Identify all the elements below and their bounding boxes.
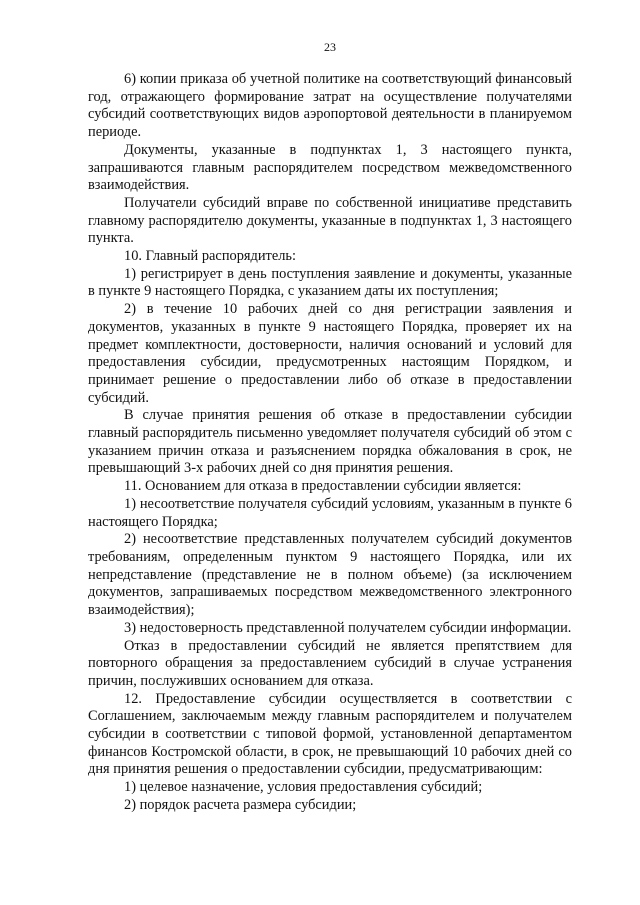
paragraph-documents-requested: Документы, указанные в подпунктах 1, 3 настоящего пункта, запрашиваются главным распорядителем посредством межведомственного взаимодействия. — [88, 141, 572, 194]
paragraph-clause-12-item-1: 1) целевое назначение, условия предоставления субсидий; — [124, 779, 483, 796]
paragraph-clause-12: 12. Предоставление субсидии осуществляется в соответствии с Соглашением, заключаемым между главным распорядителем и получателем субсидии в соответствии с типовой формой, установленной департаментом финансов Костромской области, в срок, не превышающий 10 рабочих дней со дня принятия решения о предоставлении субсидии, предусматривающим: — [88, 690, 572, 778]
paragraph-clause-12-item-2: 2) порядок расчета размера субсидии; — [124, 796, 357, 813]
paragraph-item-6: 6) копии приказа об учетной политике на соответствующий финансовый год, отражающего формирование затрат на осуществление получателями субсидий соответствующих видов аэропортовой деятельности в планируемом периоде. — [88, 71, 572, 141]
paragraph-clause-11: 11. Основанием для отказа в предоставлении субсидии является: — [124, 478, 522, 495]
paragraph-clause-10-item-2: 2) в течение 10 рабочих дней со дня регистрации заявления и документов, указанных в пункте 9 настоящего Порядка, проверяет их на предмет комплектности, достоверности, наличия оснований и условий для предоставления субсидии, предусмотренных настоящим Порядком, и принимает решение о предоставлении либо об отказе в предоставлении субсидий. — [88, 301, 572, 406]
paragraph-own-initiative: Получатели субсидий вправе по собственной инициативе представить главному распорядителю документы, указанные в подпунктах 1, 3 настоящего пункта. — [88, 194, 572, 247]
paragraph-clause-11-item-2: 2) несоответствие представленных получателем субсидий документов требованиям, определенным пунктом 9 настоящего Порядка, или их непредставление (представление не в полном объеме) (за исключением документов, запрашиваемых посредством межведомственного электронного взаимодействия); — [88, 531, 572, 619]
page-number: 23 — [324, 40, 336, 54]
paragraph-clause-10: 10. Главный распорядитель: — [124, 248, 296, 265]
paragraph-refusal-not-obstacle: Отказ в предоставлении субсидий не является препятствием для повторного обращения за предоставлением субсидий в случае устранения причин, послуживших основанием для отказа. — [88, 637, 572, 689]
paragraph-refusal-notice: В случае принятия решения об отказе в предоставлении субсидии главный распорядитель письменно уведомляет получателя субсидий об этом с указанием причин отказа и разъяснением порядка обжалования в срок, не превышающий 3-х рабочих дней со дня принятия решения. — [88, 407, 572, 477]
paragraph-clause-10-item-1: 1) регистрирует в день поступления заявление и документы, указанные в пункте 9 настоящего Порядка, с указанием даты их поступления; — [88, 265, 572, 300]
paragraph-clause-11-item-1: 1) несоответствие получателя субсидий условиям, указанным в пункте 6 настоящего Порядка; — [88, 495, 572, 530]
paragraph-clause-11-item-3: 3) недостоверность представленной получателем субсидии информации. — [124, 619, 572, 636]
